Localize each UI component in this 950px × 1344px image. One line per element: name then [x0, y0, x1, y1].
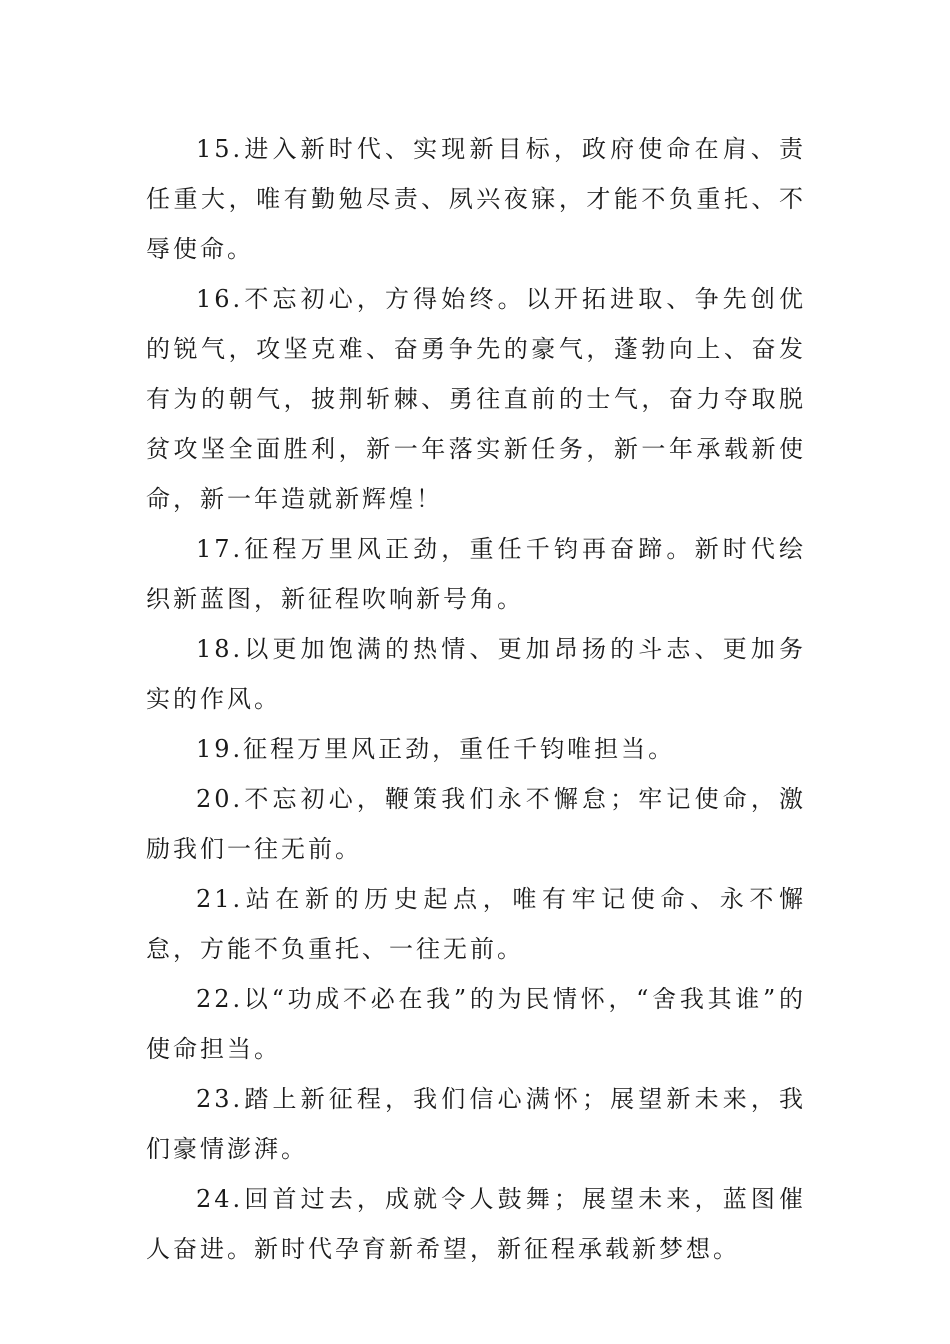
paragraph-number: 23.: [196, 1085, 244, 1113]
paragraph-18: [146, 624, 806, 724]
paragraph-text: 进入新时代、实现新目标，政府使命在肩、责任重大，唯有勤勉尽责、夙兴夜寐，才能不负重托、不辱使命。: [146, 135, 806, 263]
paragraph-17: [146, 524, 806, 624]
paragraph-number: 19.: [196, 735, 244, 763]
paragraph-number: 22.: [196, 985, 244, 1013]
paragraph-text: 回首过去，成就令人鼓舞；展望未来，蓝图催人奋进。新时代孕育新希望，新征程承载新梦想。: [146, 1185, 806, 1263]
paragraph-text: 踏上新征程，我们信心满怀；展望新未来，我们豪情澎湃。: [146, 1085, 806, 1163]
paragraph-text: 以“功成不必在我”的为民情怀，“舍我其谁”的使命担当。: [146, 985, 806, 1063]
paragraph-number: 17.: [196, 535, 244, 563]
paragraph-text: 站在新的历史起点，唯有牢记使命、永不懈怠，方能不负重托、一往无前。: [146, 885, 806, 963]
paragraph-number: 15.: [196, 135, 244, 163]
paragraph-text: 不忘初心，方得始终。以开拓进取、争先创优的锐气，攻坚克难、奋勇争先的豪气，蓬勃向上、奋发有为的朝气，披荆斩棘、勇往直前的士气，奋力夺取脱贫攻坚全面胜利，新一年落实新任务，新一年承载新使命，新一年造就新辉煌！: [146, 285, 806, 513]
paragraph-23: [146, 1074, 806, 1174]
paragraph-20: [146, 774, 806, 874]
paragraph-15: [146, 124, 806, 274]
paragraph-text: 不忘初心，鞭策我们永不懈怠；牢记使命，激励我们一往无前。: [146, 785, 806, 863]
paragraph-16: [146, 274, 806, 524]
paragraph-number: 24.: [196, 1185, 244, 1213]
paragraph-22: [146, 974, 806, 1074]
paragraph-number: 16.: [196, 285, 244, 313]
paragraph-text: 征程万里风正劲，重任千钧再奋蹄。新时代绘织新蓝图，新征程吹响新号角。: [146, 535, 806, 613]
document-body: [146, 124, 806, 1274]
paragraph-number: 18.: [196, 635, 244, 663]
paragraph-text: 以更加饱满的热情、更加昂扬的斗志、更加务实的作风。: [146, 635, 806, 713]
paragraph-19: [146, 724, 806, 774]
paragraph-number: 20.: [196, 785, 244, 813]
paragraph-number: 21.: [196, 885, 244, 913]
paragraph-21: [146, 874, 806, 974]
paragraph-text: 征程万里风正劲，重任千钧唯担当。: [243, 735, 676, 763]
paragraph-24: [146, 1174, 806, 1274]
